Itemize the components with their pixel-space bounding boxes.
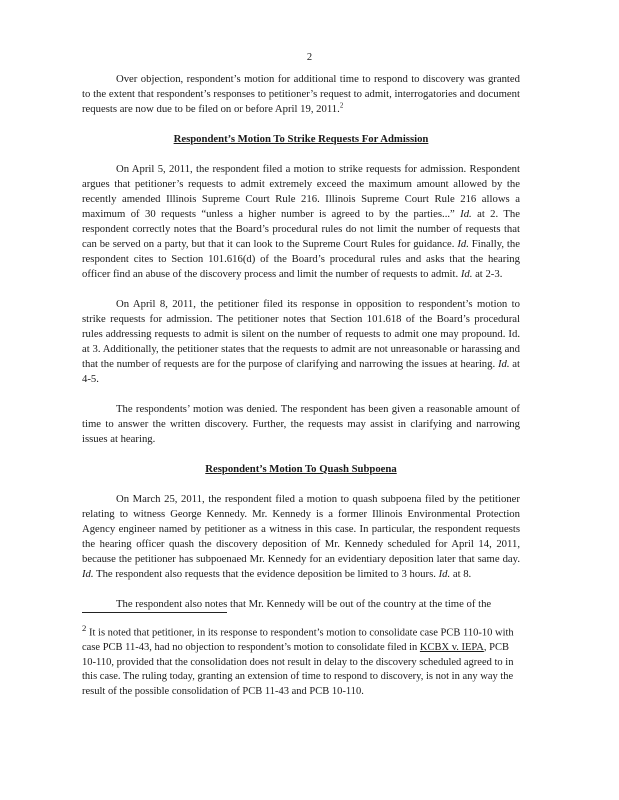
- p2-run: Finally, the respondent cites to Section 101.616(d) of the Board’s procedural rules and asks that the hearing officer find an abuse of the discovery process and limit the number of requests to admit.: [82, 238, 520, 280]
- p2-run: at 2. The respondent correctly notes that the Board’s procedural rules do not limit the number of requests that can be served on a party, but that it can look to the Supreme Court Rules for guidance.: [82, 208, 520, 250]
- p5-run: at 8.: [450, 568, 472, 580]
- paragraph-2: [82, 162, 520, 282]
- heading-motion-to-strike: Respondent’s Motion To Strike Requests For Admission: [173, 133, 429, 145]
- paragraph-5: [82, 492, 520, 582]
- p3-run: On April 8, 2011, the petitioner filed its response in opposition to respondent’s motion to strike requests for admission. The petitioner notes that Section 101.618 of the Board’s procedural rules addressing requests to admit is silent on the number of requests to admit one may propound. Id. at 3. Additionally, the petitioner states that the requests to admit are not unreasonable or harassing and that the number of requests are for the purpose of clarifying and narrowing the issues at hearing.: [82, 298, 520, 370]
- footnote-divider: [82, 612, 227, 613]
- p2-run: On April 5, 2011, the respondent filed a motion to strike requests for admission. Respondent argues that petitioner’s requests to admit extremely exceed the maximum amount allowed by the recently amended Illinois Supreme Court Rule 216. Illinois Supreme Court Rule 216 allows a maximum of 30 requests “unless a higher number is agreed to by the parties...”: [82, 163, 520, 220]
- footnote-run: 2: [82, 623, 87, 633]
- footnote-run: KCBX v. IEPA: [419, 642, 484, 653]
- p4-run: The respondents’ motion was denied. The respondent has been given a reasonable amount of time to answer the written discovery. Further, the requests may assist in clarifying and narrowing issues at hearing.: [82, 403, 520, 445]
- p5-run: The respondent also requests that the evidence deposition be limited to 3 hours.: [93, 568, 439, 580]
- paragraph-3: [82, 297, 520, 387]
- page-number: 2: [306, 52, 313, 63]
- p3-run: at 4-5.: [82, 358, 520, 385]
- p5-run: Id.: [82, 568, 94, 580]
- paragraph-4: [82, 402, 520, 447]
- p2-run: Id.: [457, 238, 469, 250]
- p2-run: Id.: [460, 208, 472, 220]
- heading-motion-to-quash: Respondent’s Motion To Quash Subpoena: [205, 463, 397, 475]
- p2-run: at 2-3.: [472, 268, 503, 280]
- p1-run: 2: [339, 101, 344, 110]
- p3-run: Id.: [497, 358, 510, 370]
- footnote-2: [82, 621, 522, 699]
- document-body: [82, 72, 520, 627]
- p5-run: On March 25, 2011, the respondent filed a motion to quash subpoena filed by the petitioner relating to witness George Kennedy. Mr. Kennedy is a former Illinois Environmental Protection Agency engineer named by petitioner as a witness in this case. In particular, the respondent requests the hearing officer quash the discovery deposition of Mr. Kennedy scheduled for April 14, 2011, because the petitioner has subpoenaed Mr. Kennedy for an evidentiary deposition later that same day.: [82, 493, 520, 565]
- p5-run: Id.: [438, 568, 451, 580]
- paragraph-6: [82, 597, 520, 612]
- p2-run: Id.: [460, 268, 473, 280]
- footnote-run: It is noted that petitioner, in its response to respondent’s motion to consolidate case PCB 110-10 with case PCB 11-43, had no objection to respondent’s motion to consolidate filed in: [82, 627, 514, 653]
- footnote-run: , PCB 10-110, provided that the consolidation does not result in delay to the discovery scheduled agreed to in this case. The ruling today, granting an extension of time to respond to discovery, is not in any way the result of the possible consolidation of PCB 11-43 and PCB 10-110.: [82, 642, 514, 697]
- p6-run: The respondent also notes that Mr. Kennedy will be out of the country at the time of the: [116, 598, 492, 610]
- paragraph-1: [82, 72, 520, 117]
- p1-run: Over objection, respondent’s motion for additional time to respond to discovery was granted to the extent that respondent’s responses to petitioner’s request to admit, interrogatories and document requests are now due to be filed on or before April 19, 2011.: [82, 73, 520, 115]
